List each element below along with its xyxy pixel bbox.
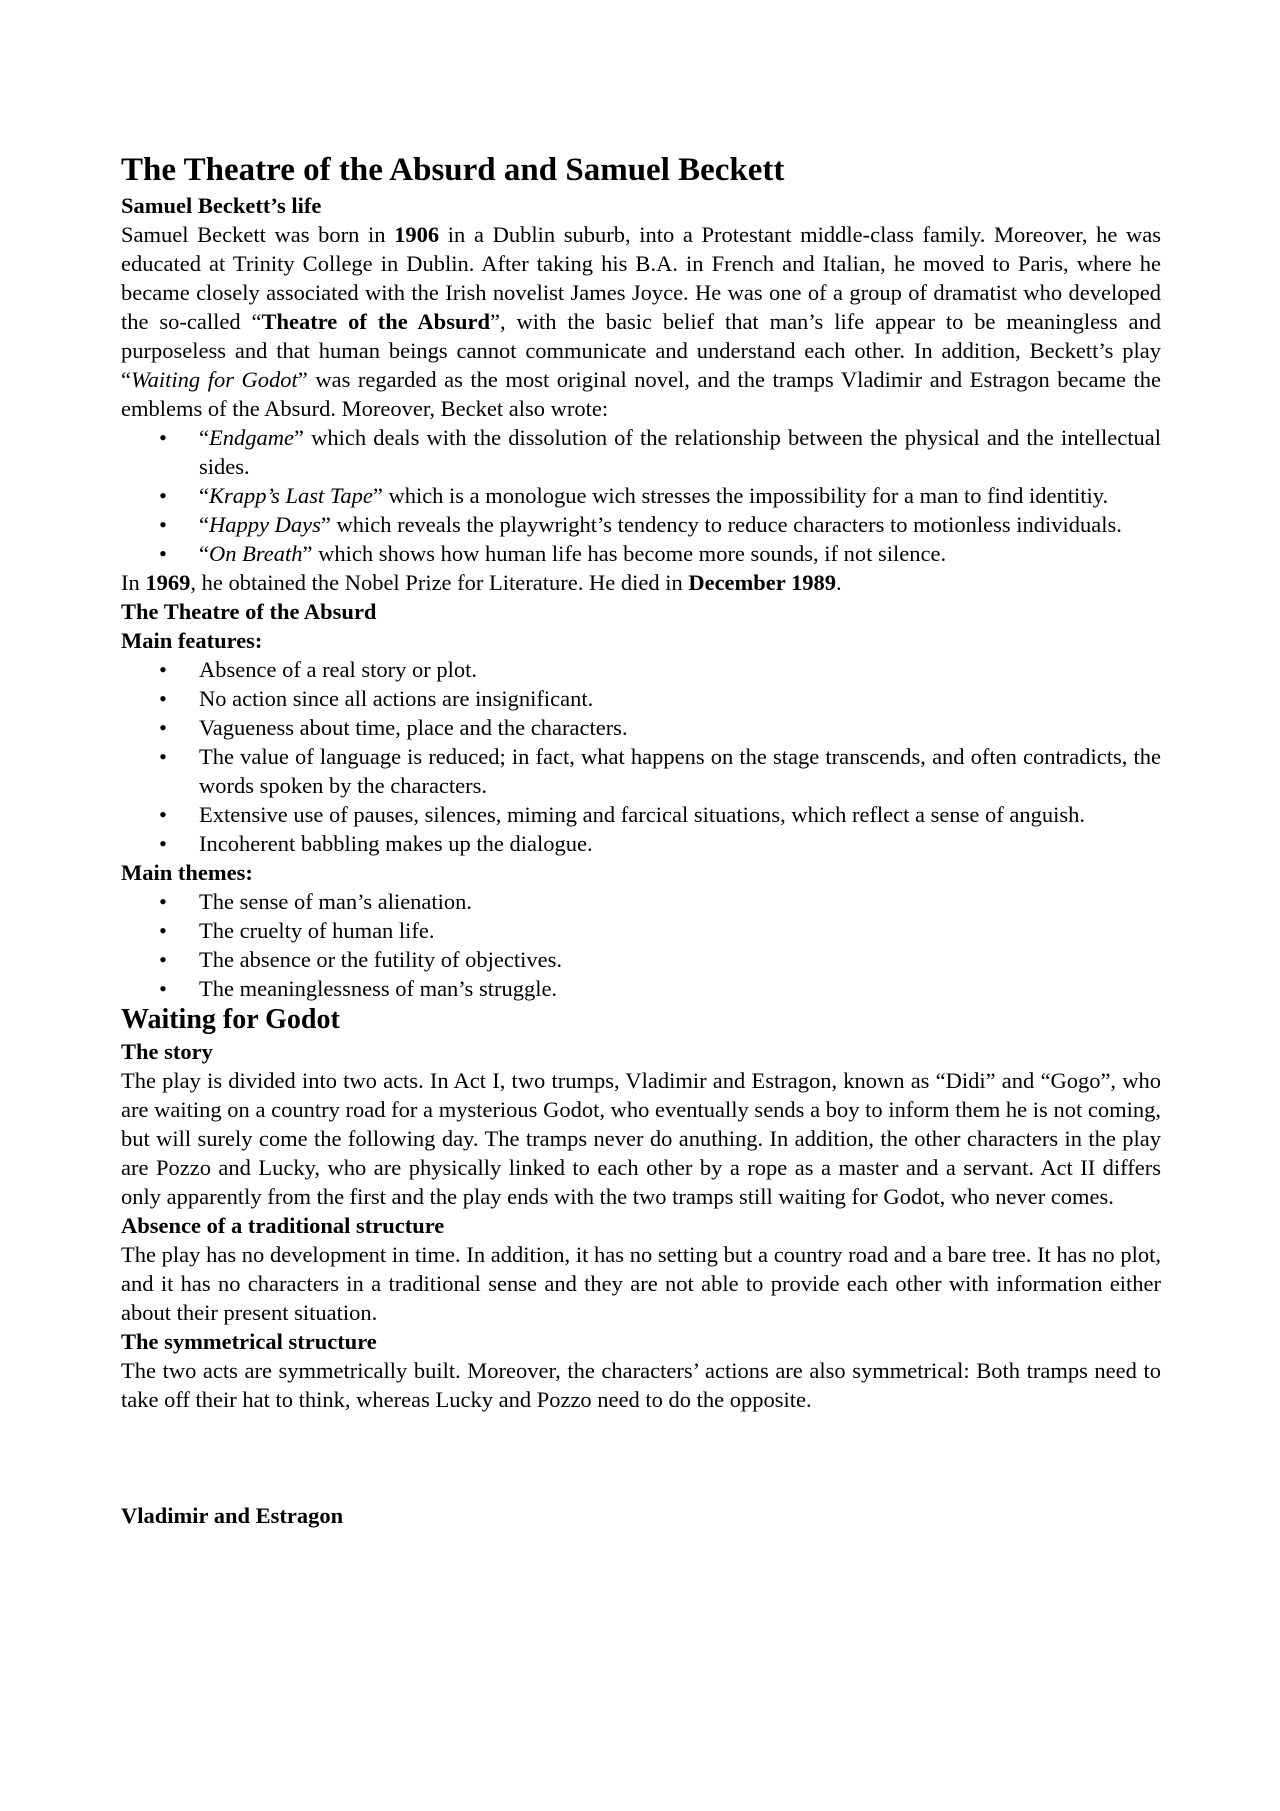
section-heading-absurd: The Theatre of the Absurd [121,599,377,624]
list-item: • “Endgame” which deals with the dissolution of the relationship between the physical and the intellectual sides. [199,423,1161,481]
list-item: • Extensive use of pauses, silences, miming and farcical situations, which reflect a sense of anguish. [199,800,1161,829]
list-item: • The sense of man’s alienation. [199,887,1161,916]
list-item: • The value of language is reduced; in fact, what happens on the stage transcends, and often contradicts, the words spoken by the characters. [199,742,1161,800]
nobel-paragraph: In 1969, he obtained the Nobel Prize for Literature. He died in December 1989. [121,570,842,595]
absence-heading: Absence of a traditional structure [121,1213,445,1238]
list-item: • The absence or the futility of objectives. [199,945,1161,974]
list-item: • Incoherent babbling makes up the dialogue. [199,829,1161,858]
birth-year: 1906 [394,222,440,247]
list-item: • “On Breath” which shows how human life has become more sounds, if not silence. [199,539,1161,568]
list-item: • “Krapp’s Last Tape” which is a monologue wich stresses the impossibility for a man to find identitiy. [199,481,1161,510]
features-heading: Main features: [121,628,263,653]
play-title: Waiting for Godot [131,367,298,392]
list-item: • No action since all actions are insignificant. [199,684,1161,713]
theatre-term: Theatre of the Absurd [261,309,490,334]
symmetry-paragraph: The two acts are symmetrically built. Moreover, the characters’ actions are also symmetrical: Both tramps need to take off their hat to think, whereas Lucky and Pozzo need to do the opposite. [121,1358,1161,1412]
list-item: • “Happy Days” which reveals the playwright’s tendency to reduce characters to motionless individuals. [199,510,1161,539]
document-page [121,150,1161,1530]
death-date: December 1989 [688,570,836,595]
list-item: • The meaninglessness of man’s struggle. [199,974,1161,1003]
list-item: • Vagueness about time, place and the characters. [199,713,1161,742]
list-item: • The cruelty of human life. [199,916,1161,945]
story-paragraph: The play is divided into two acts. In Act I, two trumps, Vladimir and Estragon, known as “Didi” and “Gogo”, who are waiting on a country road for a mysterious Godot, who eventually sends a boy to inform them he is not coming, but will surely come the following day. The tramps never do anuthing. In addition, the other characters in the play are Pozzo and Lucky, who are physically linked to each other by a rope as a master and a servant. Act II differs only apparently from the first and the play ends with the two tramps still waiting for Godot, who never comes. [121,1068,1161,1209]
characters-heading: Vladimir and Estragon [121,1503,344,1528]
list-item: • Absence of a real story or plot. [199,655,1161,684]
themes-list [121,887,1161,1003]
themes-heading: Main themes: [121,860,253,885]
section-heading-godot: Waiting for Godot [121,1004,340,1035]
works-list [121,423,1161,568]
section-heading-life: Samuel Beckett’s life [121,193,322,218]
blank-space [121,1414,1161,1501]
symmetry-heading: The symmetrical structure [121,1329,377,1354]
features-list [121,655,1161,858]
story-heading: The story [121,1039,213,1064]
nobel-year: 1969 [145,570,191,595]
document-title: The Theatre of the Absurd and Samuel Beckett [121,152,785,188]
life-paragraph: Samuel Beckett was born in 1906 in a Dublin suburb, into a Protestant middle-class family. Moreover, he was educated at Trinity College in Dublin. After taking his B.A. in French and Italian, he moved to Paris, where he became closely associated with the Irish novelist James Joyce. He was one of a group of dramatist who developed the so-called “Theatre of the Absurd”, with the basic belief that man’s life appear to be meaningless and purposeless and that human beings cannot communicate and understand each other. In addition, Beckett’s play “Waiting for Godot” was regarded as the most original novel, and the tramps Vladimir and Estragon became the emblems of the Absurd. Moreover, Becket also wrote: [121,222,1162,421]
absence-paragraph: The play has no development in time. In addition, it has no setting but a country road and a bare tree. It has no plot, and it has no characters in a traditional sense and they are not able to provide each other with information either about their present situation. [121,1242,1161,1325]
